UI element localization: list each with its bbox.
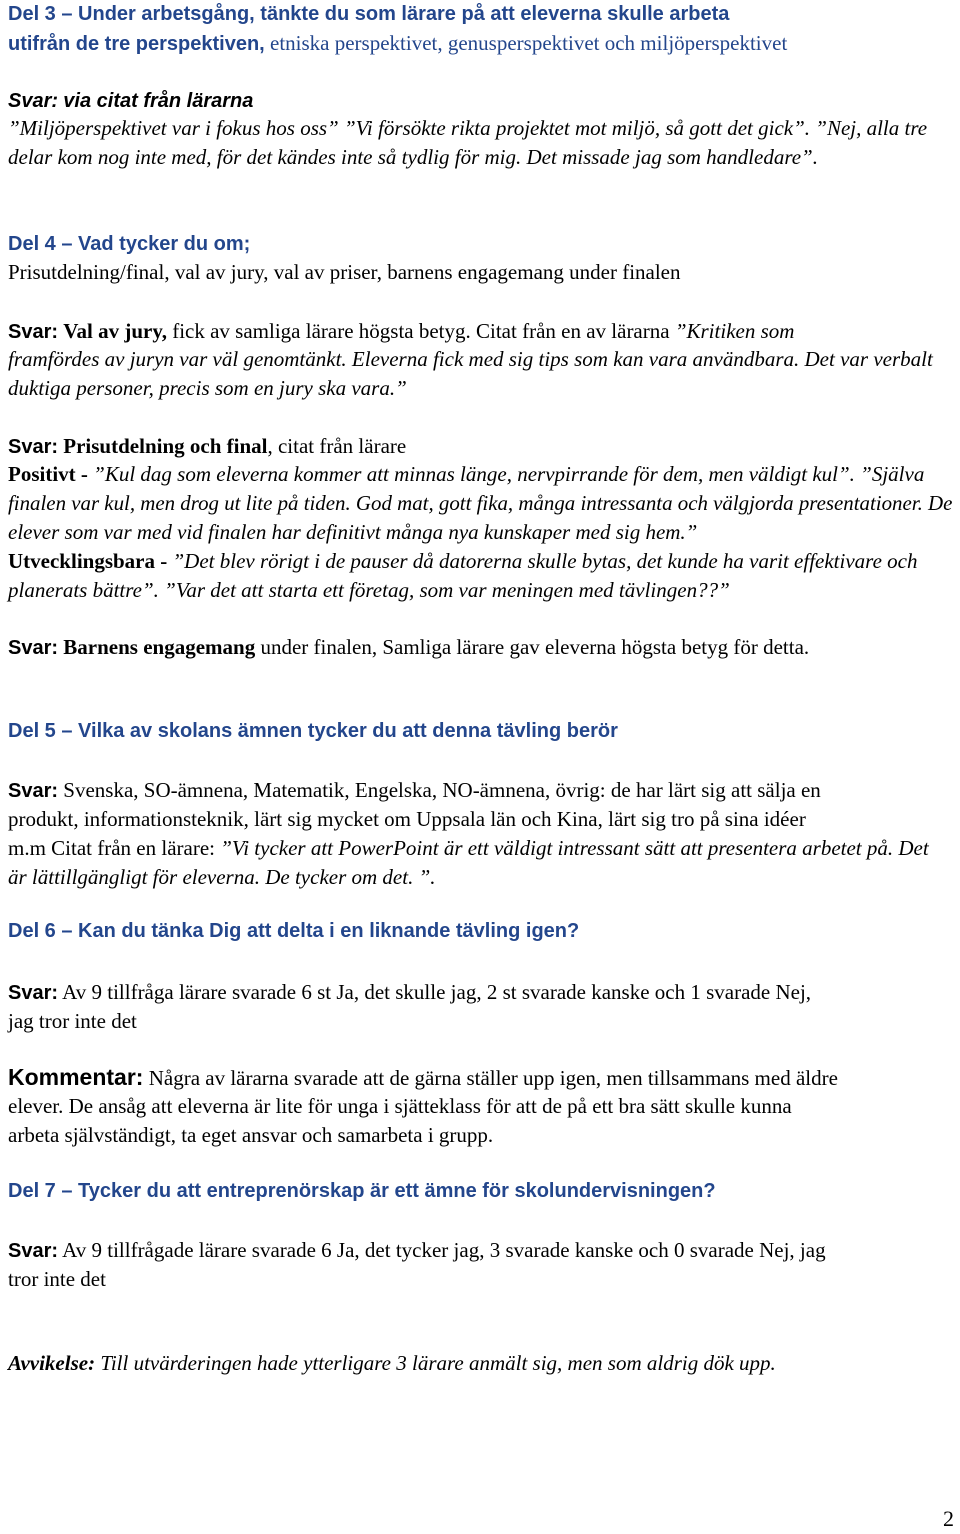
- svar-label: Svar:: [8, 320, 59, 343]
- comment-label: Kommentar:: [8, 1064, 144, 1091]
- section-del-6: [8, 917, 952, 1149]
- del4-jury-quote-line-3: duktiga personer, precis som en jury ska vara.”: [8, 376, 407, 401]
- svar-label: Svar:: [8, 636, 59, 659]
- del4-final-text: , citat från lärare: [267, 433, 407, 458]
- del7-answer-text-1: Av 9 tillfrågade lärare svarade 6 Ja, det tycker jag, 3 svarade kanske och 0 svarade Nej, jag: [62, 1238, 826, 1263]
- del4-jury-topic: Val av jury,: [63, 318, 167, 343]
- del4-jury-text: fick av samliga lärare högsta betyg. Citat från en av lärarna: [172, 318, 670, 343]
- del6-answer-text-1: Av 9 tillfråga lärare svarade 6 st Ja, det skulle jag, 2 st svarade kanske och 1 svarade Nej,: [62, 980, 812, 1005]
- del5-answer-line-2: produkt, informationsteknik, lärt sig mycket om Uppsala län och Kina, lärt sig tro på sina idéer: [8, 807, 806, 832]
- section-del-5: [8, 717, 952, 892]
- del4-improve-line-1: [8, 547, 952, 576]
- del4-positive-line-1: [8, 460, 952, 489]
- section-del-3: [8, 0, 952, 172]
- del4-heading: Del 4 – Vad tycker du om;: [8, 232, 251, 255]
- section-avvikelse: [8, 1349, 952, 1378]
- svar-label: Svar:: [8, 982, 59, 1005]
- section-del-7: [8, 1177, 952, 1294]
- positive-label: Positivt -: [8, 462, 88, 487]
- del4-final-topic: Prisutdelning och final: [63, 433, 268, 458]
- del4-engagement-topic: Barnens engagemang: [63, 634, 256, 659]
- del4-jury-quote-start: ”Kritiken som: [674, 318, 795, 343]
- del3-perspectives-list: etniska perspektivet, genusperspektivet och miljöperspektivet: [270, 30, 788, 55]
- svar-label: Svar:: [8, 435, 59, 458]
- del5-quote-1: ”Vi tycker att PowerPoint är ett väldigt intressant sätt att presentera arbetet på. Det: [220, 836, 929, 861]
- del4-improve-quote-1: ”Det blev rörigt i de pauser då datorerna skulle bytas, det kunde ha varit effektivare och: [172, 548, 918, 573]
- del4-engagement-text: under finalen, Samliga lärare gav eleverna högsta betyg för detta.: [260, 634, 810, 659]
- del4-positive-line-3: elever som var med vid finalen har definitivt många nya kunskaper med sig hem.”: [8, 519, 698, 544]
- del3-heading-line-2-text: utifrån de tre perspektiven,: [8, 32, 265, 55]
- del6-heading: Del 6 – Kan du tänka Dig att delta i en liknande tävling igen?: [8, 920, 580, 943]
- del3-quote-line-1: ”Miljöperspektivet var i fokus hos oss” ”Vi försökte rikta projektet mot miljö, så gott det gick”. ”Nej, alla tre: [8, 116, 928, 141]
- svar-label: Svar:: [8, 1240, 59, 1263]
- del4-improve-line-2: planerats bättre”. ”Var det att starta ett företag, som var meningen med tävlingen??”: [8, 577, 730, 602]
- del7-heading: Del 7 – Tycker du att entreprenörskap är ett ämne för skolundervisningen?: [8, 1180, 716, 1203]
- del4-engagement-answer-line: [8, 633, 952, 662]
- del6-answer-line-2: jag tror inte det: [8, 1009, 137, 1034]
- del3-quote-line-2: delar kom nog inte med, för det kändes inte så tydlig för mig. Det missade jag som handledare”.: [8, 145, 818, 170]
- document-page: [8, 0, 952, 1378]
- svar-label: Svar:: [8, 780, 59, 803]
- del6-comment-line-1: [8, 1063, 952, 1092]
- del5-quote-intro: m.m Citat från en lärare:: [8, 836, 215, 861]
- del6-answer-line-1: [8, 978, 952, 1007]
- del4-jury-answer-line-1: [8, 317, 952, 346]
- improvement-label: Utvecklingsbara -: [8, 548, 168, 573]
- del4-subheading: Prisutdelning/final, val av jury, val av priser, barnens engagemang under finalen: [8, 260, 681, 285]
- avvikelse-text: Till utvärderingen hade ytterligare 3 lärare anmält sig, men som aldrig dök upp.: [100, 1351, 776, 1376]
- del4-positive-quote-1: ”Kul dag som eleverna kommer att minnas länge, nervpirrande för dem, men väldigt kul”. ”Själva: [93, 462, 925, 487]
- svar-label: Svar:: [8, 89, 59, 112]
- del6-comment-line-3: arbeta självständigt, ta eget ansvar och samarbeta i grupp.: [8, 1123, 494, 1148]
- del3-heading-line-1: Del 3 – Under arbetsgång, tänkte du som lärare på att eleverna skulle arbeta: [8, 3, 730, 25]
- avvikelse-line: [8, 1349, 952, 1378]
- del5-heading: Del 5 – Vilka av skolans ämnen tycker du att denna tävling berör: [8, 719, 618, 742]
- page-number: 2: [943, 1506, 954, 1531]
- del6-comment-line-2: elever. De ansåg att eleverna är lite för unga i sjätteklass för att de på ett bra sätt skulle kunna: [8, 1094, 792, 1119]
- del5-answer-text-1: Svenska, SO-ämnena, Matematik, Engelska, NO-ämnena, övrig: de har lärt sig att sälja en: [63, 778, 821, 803]
- del5-answer-line-4: är lättillgängligt för eleverna. De tycker om det. ”.: [8, 864, 436, 889]
- del7-answer-line-2: tror inte det: [8, 1267, 106, 1292]
- del3-answer-line: [8, 86, 952, 115]
- del7-answer-line-1: [8, 1236, 952, 1265]
- del4-positive-line-2: finalen var kul, men drog ut lite på tiden. God mat, gott fika, många intressanta och välgjorda presentationer. De: [8, 491, 953, 516]
- del5-answer-line-1: [8, 776, 952, 805]
- del4-final-answer-line: [8, 432, 952, 461]
- del3-answer-intro: via citat från lärarna: [63, 89, 254, 112]
- del5-answer-line-3: [8, 834, 952, 863]
- del4-jury-quote-line-2: framfördes av juryn var väl genomtänkt. Eleverna fick med sig tips som kan vara användbara. Det var verbalt: [8, 347, 933, 372]
- section-del-4: [8, 230, 952, 662]
- del3-heading-line-2: [8, 29, 952, 58]
- avvikelse-label: Avvikelse:: [8, 1351, 96, 1376]
- del6-comment-text-1: Några av lärarna svarade att de gärna ställer upp igen, men tillsammans med äldre: [148, 1066, 838, 1091]
